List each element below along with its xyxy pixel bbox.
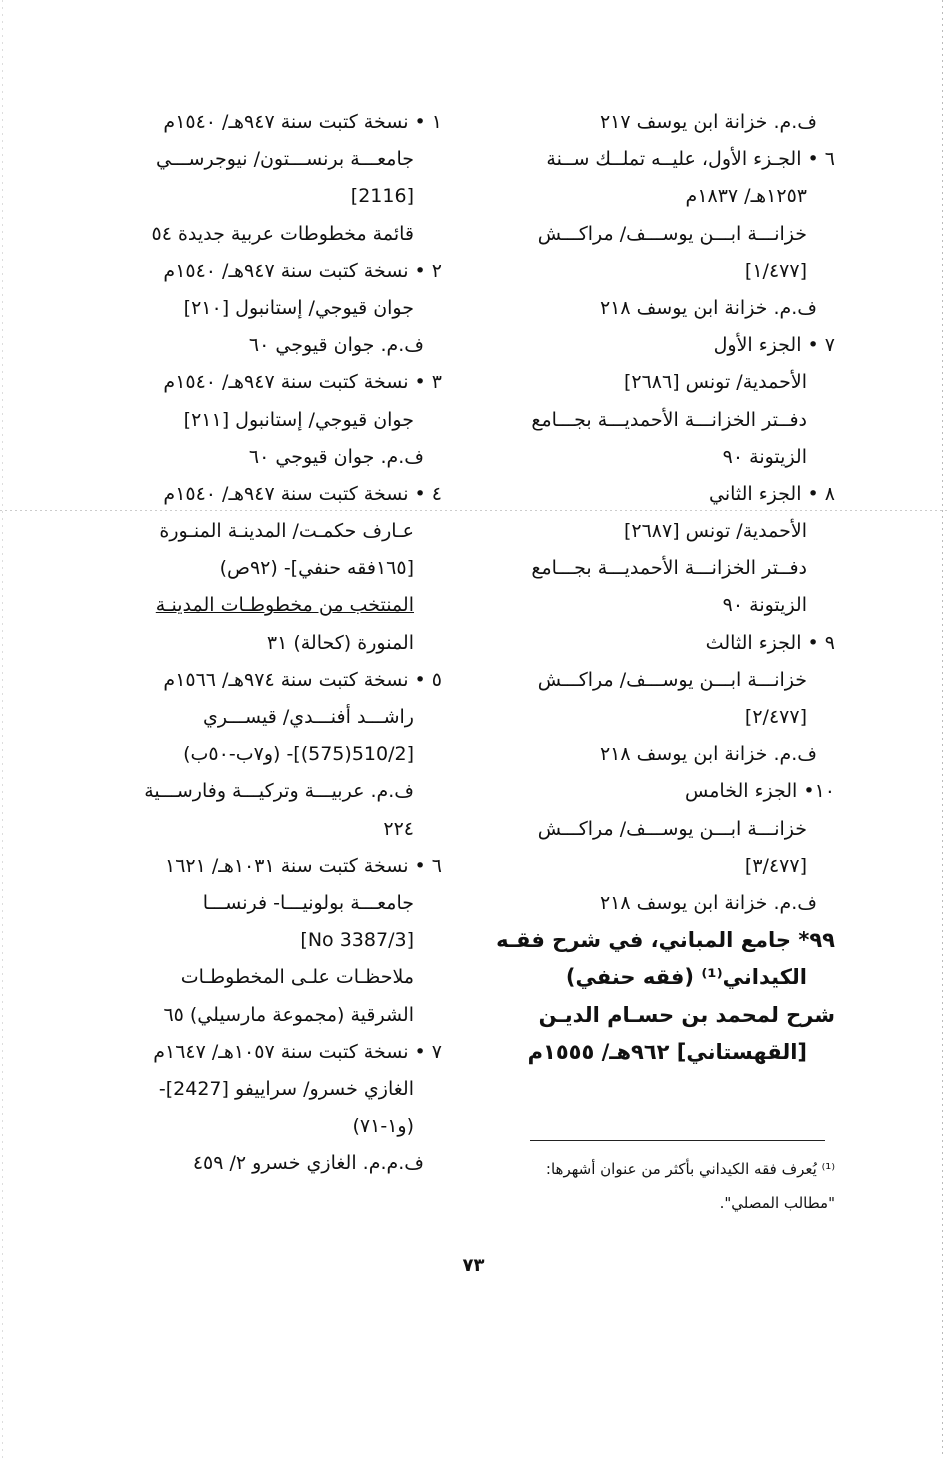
right-column-line: ٨ • الجزء الثاني [708,482,835,505]
left-column-line: جامعـــة بولونيـــا- فرنســـا [202,891,414,914]
left-column-line: ف.م. جوان قيوجي ٦٠ [248,445,424,468]
right-column-line: خزانـــة ابـــن يوســـف/ مراكـــش [537,668,807,691]
right-column-line: ٧ • الجزء الأول [713,334,835,357]
footnote-line-2: "مطالب المصلي". [719,1194,835,1212]
right-column-line: ٩ • الجزء الثالث [705,631,835,654]
right-column-line: الأحمدية/ تونس [٢٦٨٧] [623,520,807,543]
right-column-line: خزانـــة ابـــن يوســـف/ مراكـــش [537,222,807,245]
left-column-line: ف.م.م. الغازي خسرو ٢/ ٤٥٩ [192,1152,424,1175]
right-column-line: [١/٤٧٧] [744,259,807,282]
left-column-line: ف.م. عربيـــة وتركيـــة وفارســـية [144,780,414,803]
left-column-line: ف.م. جوان قيوجي ٦٠ [248,334,424,357]
left-column-line: ١ • نسخة كتبت سنة ٩٤٧هـ/ ١٥٤٠م [163,111,442,133]
right-column-line: الكيداني⁽¹⁾ (فقه حنفي) [565,965,807,990]
right-column-line: ف.م. خزانة ابن يوسف ٢١٨ [599,891,817,914]
right-column-line: الزيتونة ٩٠ [722,594,807,617]
left-column-line: جوان قيوجي/ إستانبول [٢١١] [183,408,414,431]
right-column-line: [القهستاني] ٩٦٢هـ/ ١٥٥٥م [527,1039,807,1064]
footnote-line-1: ⁽¹⁾ يُعرف فقه الكيداني بأكثر من عنوان أشهرها: [545,1160,835,1178]
left-column-line: [2116] [350,185,414,208]
left-column-line: جامعـــة برنســـتون/ نيوجرســـي [156,148,414,171]
right-column-line: الأحمدية/ تونس [٢٦٨٦] [623,371,807,394]
right-column-line: [٢/٤٧٧] [744,706,807,728]
left-column-line: ٥ • نسخة كتبت سنة ٩٧٤هـ/ ١٥٦٦م [163,668,442,691]
left-column-line: [No 3387/3] [300,929,414,952]
scan-edge-left [2,0,3,1458]
left-column [107,104,442,1182]
right-column-line: ١٠• الجزء الخامس [685,780,835,803]
left-column-line: جوان قيوجي/ إستانبول [٢١٠] [183,296,414,319]
left-column-line: ٢ • نسخة كتبت سنة ٩٤٧هـ/ ١٥٤٠م [163,259,442,282]
right-column-line: ف.م. خزانة ابن يوسف ٢١٧ [599,111,817,133]
right-column-line: دفــتر الخزانـــة الأحمديـــة بجـــامع [531,557,807,580]
right-column-line: الزيتونة ٩٠ [722,445,807,468]
left-column-line: المنتخب من مخطوطـات المدينـة [155,594,414,617]
right-column [496,104,835,1071]
left-column-line: ٢٢٤ [383,817,414,840]
left-column-line: ٧ • نسخة كتبت سنة ١٠٥٧هـ/ ١٦٤٧م [153,1040,442,1063]
left-column-line: (و١-٧١) [352,1115,414,1138]
right-column-line: شرح لمحمد بن حسـام الديـن [538,1002,835,1027]
footnote [505,1152,835,1220]
left-column-line: قائمة مخطوطات عربية جديدة ٥٤ [151,222,414,245]
right-column-line: ١٢٥٣هـ/ ١٨٣٧م [685,185,807,208]
left-column-line: الغازي خسرو/ سراييفو [2427]- [158,1077,414,1100]
left-column-line: راشـــد أفنـــدي/ قيســـري [203,706,414,728]
scan-edge-right [942,0,943,1458]
left-column-line: [510/2(575)]- (و٧ب-٥٠ب) [183,743,414,766]
right-column-line: ف.م. خزانة ابن يوسف ٢١٨ [599,743,817,766]
page-number: ٧٣ [462,1255,485,1276]
footnote-separator [530,1140,825,1141]
left-column-line: ٦ • نسخة كتبت سنة ١٠٣١هـ/ ١٦٢١ [164,854,442,877]
right-column-line: ٦ • الجـزء الأول، عليــه تملــك ســنة [546,148,835,171]
left-column-line: ٣ • نسخة كتبت سنة ٩٤٧هـ/ ١٥٤٠م [163,371,442,394]
right-column-line: دفــتر الخزانـــة الأحمديـــة بجـــامع [531,408,807,431]
left-column-line: عـارف حكمـت/ المدينـة المنـورة [159,520,414,543]
right-column-line: [٣/٤٧٧] [744,854,807,877]
right-column-line: خزانـــة ابـــن يوســـف/ مراكـــش [537,817,807,840]
left-column-line: ٤ • نسخة كتبت سنة ٩٤٧هـ/ ١٥٤٠م [163,482,442,505]
left-column-line: ملاحظـات علـى المخطوطـات [180,966,414,989]
left-column-line: [١٦٥فقه حنفي]- (٩٢ص) [219,557,414,580]
left-column-line: المنورة (كحالة) ٣١ [266,631,414,654]
left-column-line: الشرقية (مجموعة مارسيلي) ٦٥ [163,1003,414,1026]
right-column-line: ٩٩* جامع المباني، في شرح فقـه [496,928,835,953]
right-column-line: ف.م. خزانة ابن يوسف ٢١٨ [599,296,817,319]
